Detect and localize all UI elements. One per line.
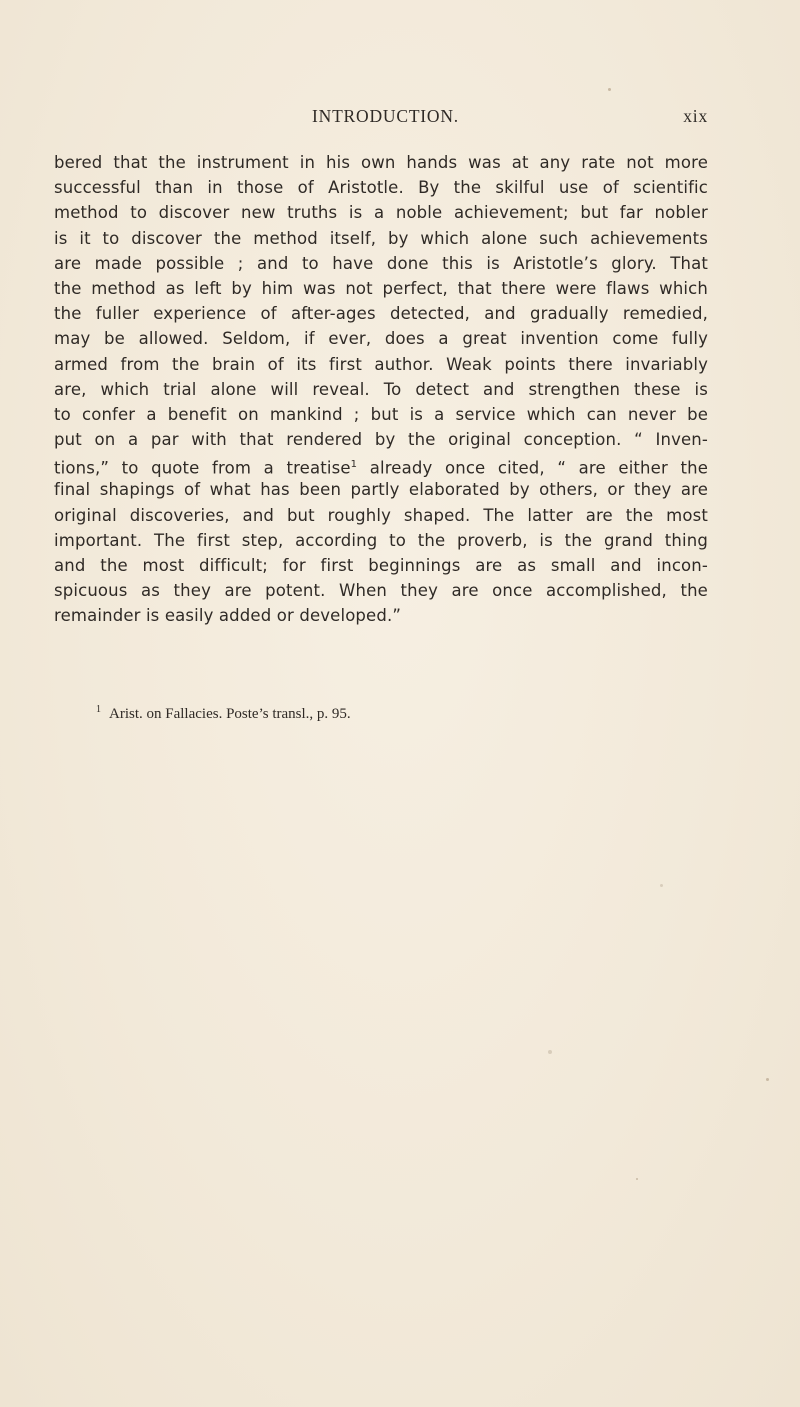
text-line: armed from the brain of its first author. Weak points there invariably — [54, 354, 708, 374]
text-line: to confer a benefit on mankind ; but is a service which can never be — [54, 404, 708, 424]
text-line: method to discover new truths is a noble achievement; but far nobler — [54, 203, 708, 223]
text-line-with-footnote-ref — [54, 452, 708, 477]
text-line: important. The first step, according to the proverb, is the grand thing — [54, 530, 708, 550]
text-line: final shapings of what has been partly elaborated by others, or they are — [54, 480, 708, 500]
text-line: may be allowed. Seldom, if ever, does a great invention come fully — [54, 329, 708, 349]
text-line: remainder is easily added or developed.” — [54, 606, 402, 626]
text-line: are, which trial alone will reveal. To detect and strengthen these is — [54, 379, 708, 399]
text-fragment: already once cited, “ are either the — [357, 458, 708, 478]
text-line: are made possible ; and to have done this is Aristotle’s glory. That — [54, 253, 708, 273]
text-line: and the most difficult; for first beginnings are as small and incon- — [54, 556, 708, 575]
running-title: INTRODUCTION. — [312, 106, 459, 126]
text-line: bered that the instrument in his own hands was at any rate not more — [54, 153, 708, 172]
paper-speck — [548, 1050, 552, 1054]
body-text — [54, 150, 708, 629]
paper-speck — [608, 88, 611, 91]
running-head — [54, 106, 708, 128]
text-line: is it to discover the method itself, by which alone such achievements — [54, 228, 708, 248]
text-line: put on a par with that rendered by the original conception. “ Inven- — [54, 430, 708, 450]
paper-speck — [636, 1178, 638, 1180]
paper-speck — [660, 884, 663, 887]
footnote-mark: 1 — [96, 704, 101, 715]
text-fragment: tions,” to quote from a treatise — [54, 458, 351, 478]
footnote-text: Arist. on Fallacies. Poste’s transl., p. 95. — [109, 706, 351, 722]
footnote-reference: 1 — [350, 459, 358, 471]
text-line: spicuous as they are potent. When they are once accomplished, the — [54, 581, 708, 601]
text-line: the method as left by him was not perfect, that there were flaws which — [54, 278, 708, 298]
text-line: the fuller experience of after-ages detected, and gradually remedied, — [54, 304, 708, 324]
footnote — [96, 706, 351, 723]
paper-speck — [766, 1078, 769, 1081]
text-line: successful than in those of Aristotle. By the skilful use of scientific — [54, 178, 708, 198]
page-number: xix — [683, 106, 708, 126]
text-line: original discoveries, and but roughly shaped. The latter are the most — [54, 505, 708, 525]
